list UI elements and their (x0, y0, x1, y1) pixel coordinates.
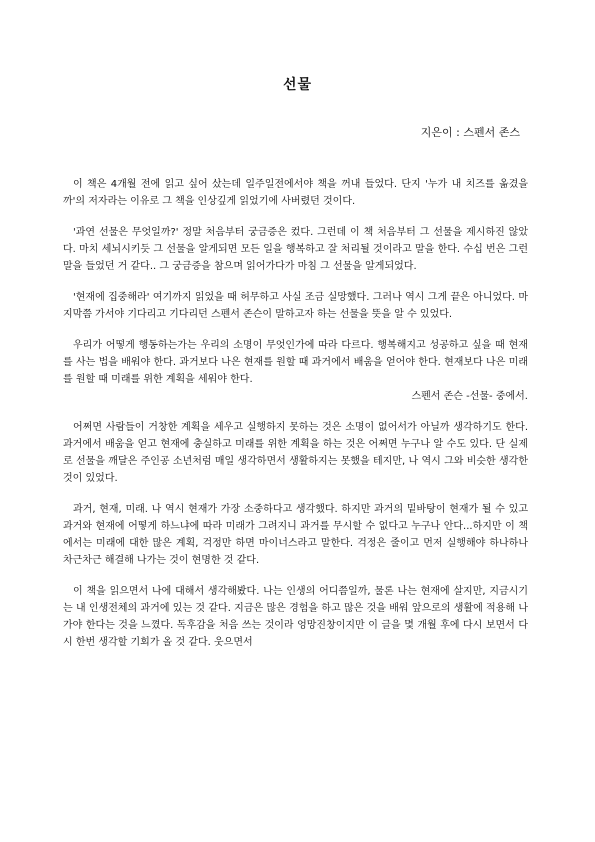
paragraph-time: 과거, 현재, 미래. 나 역시 현재가 가장 소중하다고 생각했다. 하지만 과거의 밑바탕이 현재가 될 수 있고 과거와 현재에 어떻게 하느냐에 따라 미래가 그려지니 과거를 무시할 수 없다고 누구나 안다...하지만 이 책에서는 미래에 대한 많은 계획, 걱정만 하면 마이너스라고 말한다. 걱정은 줄이고 먼저 실행해야 하나하나 차근차근 해결해 나가는 것이 현명한 것 같다. (63, 504, 528, 566)
quote-source: 스펜서 존슨 -선물- 중에서. (411, 391, 528, 402)
paragraph-intro: 이 책은 4개월 전에 읽고 싶어 샀는데 일주일전에서야 책을 꺼내 들었다. 단지 '누가 내 치즈를 옮겼을까'의 저자라는 이유로 그 책을 인상깊게 읽었기에 사버렸던 것이다. (63, 179, 528, 207)
document-title: 선물 (282, 77, 313, 93)
paragraph-calling: 어쩌면 사람들이 거창한 계획을 세우고 실행하지 못하는 것은 소명이 없어서가 아닐까 생각하기도 한다. 과거에서 배움을 얻고 현재에 충실하고 미래를 위한 계획을 하는 것은 어쩌면 누구나 알 수도 있다. 단 실제로 선물을 깨달은 주인공 소년처럼 매일 생각하면서 생활하지는 못했을 테지만, 나 역시 그와 비슷한 생각한 것이 있었다. (63, 422, 528, 484)
paragraph-reflection: 이 책을 읽으면서 나에 대해서 생각해봤다. 나는 인생의 어디쯤일까, 물론 나는 현재에 살지만, 지금시기는 내 인생전체의 과거에 있는 것 같다. 지금은 많은 경험을 하고 많은 것을 배워 앞으로의 생활에 적용해 나가야 한다는 것을 느꼈다. 독후감을 처음 쓰는 것이라 엉망진창이지만 이 글을 몇 개월 후에 다시 보면서 다시 한번 생각할 기회가 올 것 같다. 웃으면서 (63, 586, 528, 648)
author-line: 지은이 : 스펜서 존스 (420, 126, 520, 139)
document-body (63, 176, 528, 665)
paragraph-present: '현재에 집중해라' 여기까지 읽었을 때 허무하고 사실 조금 실망했다. 그러나 역시 그게 끝은 아니었다. 마지막쯤 가서야 기다리고 기다리던 스펜서 존슨이 말하고자 하는 선물을 뜻을 알 수 있었다. (63, 292, 528, 320)
paragraph-quote: 우리가 어떻게 행동하는가는 우리의 소명이 무엇인가에 따라 다르다. 행복해지고 성공하고 싶을 때 현재를 사는 법을 배워야 한다. 과거보다 나은 현재를 원할 때 과거에서 배움을 얻어야 한다. 현재보다 나은 미래를 원할 때 미래를 위한 계획을 세워야 한다. (63, 340, 528, 385)
paragraph-question: '과연 선물은 무엇일까?' 정말 처음부터 궁금증은 컸다. 그런데 이 책 처음부터 그 선물을 제시하진 않았다. 마치 세뇌시키듯 그 선물을 알게되면 모든 일을 행복하고 잘 처리될 것이라고 말을 한다. 수십 번은 그런 말을 들었던 거 같다.. 그 궁금증을 참으며 읽어가다가 마침 그 선물을 알게되었다. (63, 227, 528, 272)
